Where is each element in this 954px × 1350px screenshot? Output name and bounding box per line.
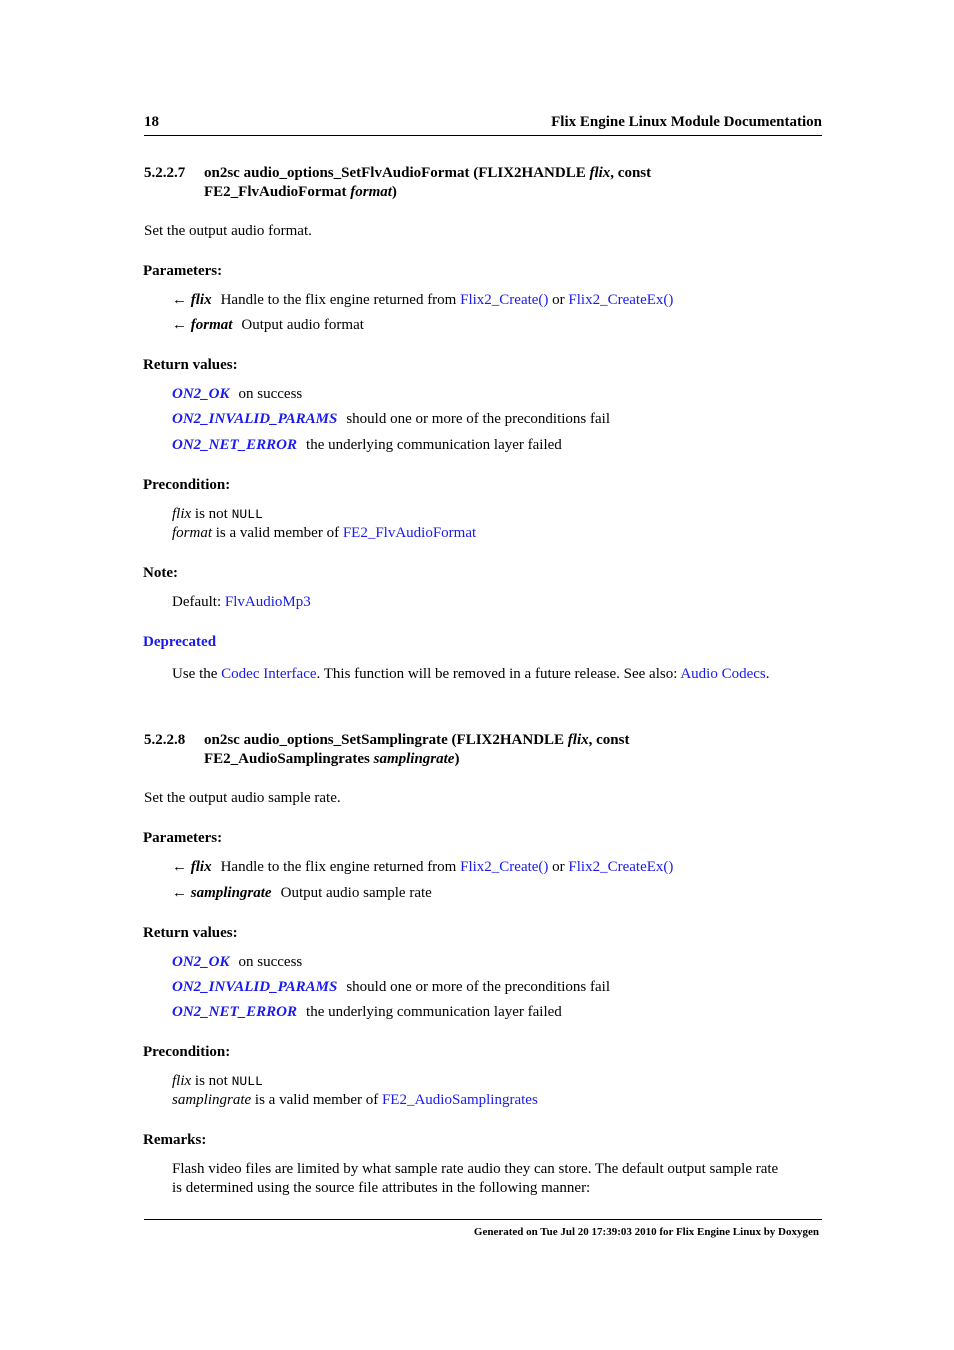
in-arrow-icon: ← (172, 292, 187, 308)
return-code-link[interactable]: ON2_NET_ERROR (172, 1004, 298, 1020)
return-code-link[interactable]: ON2_OK (172, 954, 230, 970)
param-row: ← samplingrate Output audio sample rate (172, 885, 432, 901)
code-null: NULL (231, 507, 263, 522)
param-row: ← flix Handle to the flix engine returned from Flix2_Create() or Flix2_CreateEx() (172, 859, 674, 875)
return-values-heading: Return values: (143, 925, 238, 941)
parameters-heading: Parameters: (143, 830, 223, 846)
param-name: format (190, 317, 233, 333)
footer-rule (144, 1219, 822, 1220)
return-row: ON2_INVALID_PARAMS should one or more of the preconditions fail (172, 979, 610, 995)
header-rule (144, 135, 822, 136)
link-flix2-create[interactable]: Flix2_Create() (460, 859, 549, 875)
section-title-line1: on2sc audio_options_SetFlvAudioFormat (FLIX2HANDLE flix, const (204, 165, 652, 181)
precondition-line: format is a valid member of FE2_FlvAudioFormat (172, 525, 477, 541)
precondition-heading: Precondition: (143, 477, 231, 493)
in-arrow-icon: ← (172, 859, 187, 875)
link-flix2-createex[interactable]: Flix2_CreateEx() (568, 859, 674, 875)
return-row: ON2_INVALID_PARAMS should one or more of the preconditions fail (172, 411, 610, 427)
precondition-heading: Precondition: (143, 1044, 231, 1060)
in-arrow-icon: ← (172, 317, 187, 333)
return-row: ON2_NET_ERROR the underlying communication layer failed (172, 1004, 562, 1020)
return-code-link[interactable]: ON2_INVALID_PARAMS (172, 411, 338, 427)
footer-text: Generated on Tue Jul 20 17:39:03 2010 for Flix Engine Linux by Doxygen (473, 1226, 819, 1238)
return-row: ON2_OK on success (172, 954, 303, 970)
function-description: Set the output audio sample rate. (144, 790, 341, 806)
param-row: ← flix Handle to the flix engine returned from Flix2_Create() or Flix2_CreateEx() (172, 292, 674, 308)
parameters-heading: Parameters: (143, 263, 223, 279)
return-row: ON2_NET_ERROR the underlying communication layer failed (172, 437, 562, 453)
precondition-line: flix is not NULL (172, 1073, 263, 1089)
return-code-link[interactable]: ON2_OK (172, 386, 230, 402)
precondition-line: samplingrate is a valid member of FE2_AudioSamplingrates (172, 1092, 538, 1108)
link-fe2-audiosamplingrates[interactable]: FE2_AudioSamplingrates (381, 1092, 538, 1108)
return-code-link[interactable]: ON2_NET_ERROR (172, 437, 298, 453)
remarks-heading: Remarks: (143, 1132, 207, 1148)
link-flix2-create[interactable]: Flix2_Create() (460, 292, 549, 308)
section-title-line1: on2sc audio_options_SetSamplingrate (FLIX2HANDLE flix, const (204, 732, 630, 748)
return-values-heading: Return values: (143, 357, 238, 373)
in-arrow-icon: ← (172, 885, 187, 901)
link-codec-interface[interactable]: Codec Interface (221, 666, 317, 682)
deprecated-text: Use the Codec Interface. This function will be removed in a future release. See also: Audio Codecs. (172, 666, 770, 682)
function-description: Set the output audio format. (144, 223, 312, 239)
section-number: 5.2.2.7 (144, 165, 186, 181)
precondition-line: flix is not NULL (172, 506, 263, 522)
return-row: ON2_OK on success (172, 386, 303, 402)
param-row: ← format Output audio format (172, 317, 364, 333)
section-title-line2: FE2_AudioSamplingrates samplingrate) (204, 751, 460, 767)
link-fe2-flvaudioformat[interactable]: FE2_FlvAudioFormat (342, 525, 477, 541)
link-audio-codecs[interactable]: Audio Codecs (680, 666, 766, 682)
note-text: Default: FlvAudioMp3 (172, 594, 311, 610)
section-number: 5.2.2.8 (144, 732, 186, 748)
return-code-link[interactable]: ON2_INVALID_PARAMS (172, 979, 338, 995)
section-title-line2: FE2_FlvAudioFormat format) (204, 184, 397, 200)
link-flvaudiomp3[interactable]: FlvAudioMp3 (224, 594, 311, 610)
remarks-line: Flash video files are limited by what sample rate audio they can store. The default output sample rate (172, 1161, 779, 1177)
param-name: flix (190, 292, 212, 308)
remarks-line: is determined using the source file attributes in the following manner: (172, 1180, 591, 1196)
code-null: NULL (231, 1074, 263, 1089)
deprecated-link[interactable]: Deprecated (143, 634, 217, 650)
link-flix2-createex[interactable]: Flix2_CreateEx() (568, 292, 674, 308)
note-heading: Note: (143, 565, 178, 581)
param-name: flix (190, 859, 212, 875)
page-number: 18 (144, 114, 159, 130)
document-title: Flix Engine Linux Module Documentation (551, 114, 822, 130)
param-name: samplingrate (190, 885, 272, 901)
